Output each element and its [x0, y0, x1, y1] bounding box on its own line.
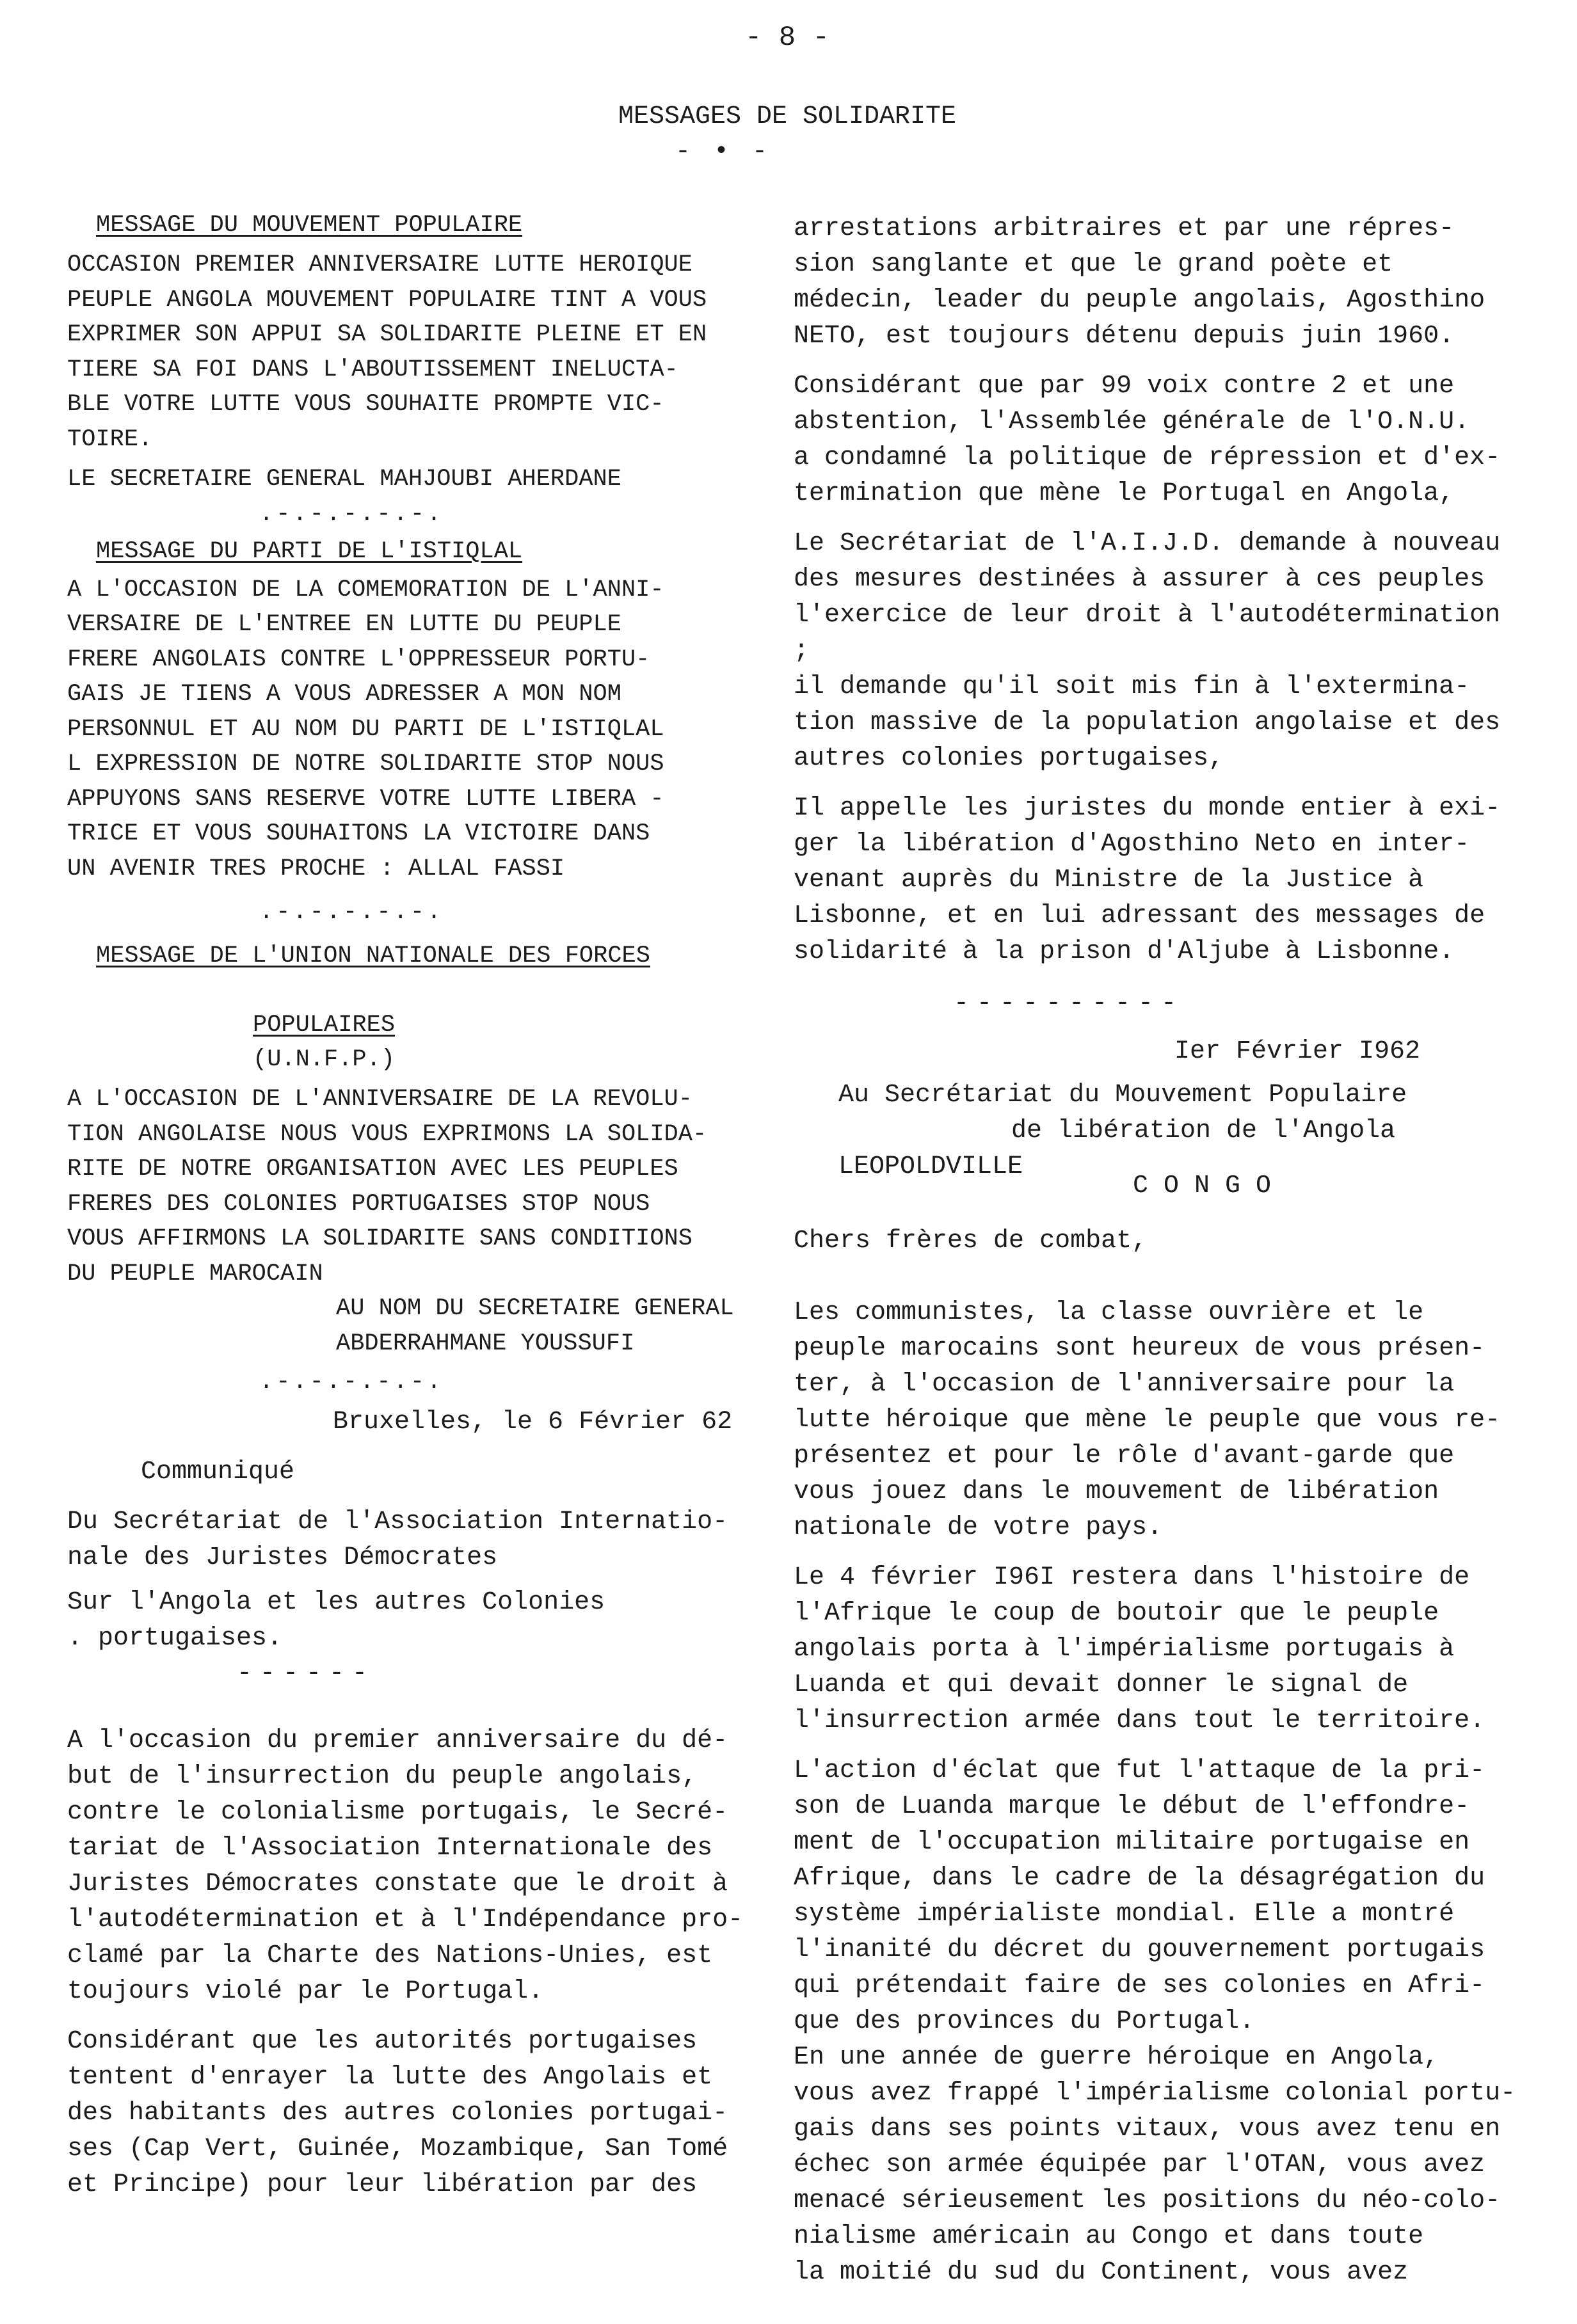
message3-heading-line1: MESSAGE DE L'UNION NATIONALE DES FORCES [96, 943, 650, 969]
letter-address-line1: Au Secrétariat du Mouvement Populaire [838, 1081, 1407, 1110]
page-number: - 8 - [744, 22, 830, 54]
letter-salutation: Chers frères de combat, [794, 1227, 1148, 1255]
letter-paragraph: Les communistes, la classe ouvrière et le peuple marocains sont heureux de vous présen- ter, à l'occasion de l'anniversaire pour la lutte héroique que mène le peuple que vous re- présentez et pour le rôle d'avant-garde que vous jouez dans le mouvement de libération nationale de votre pays. [794, 1298, 1501, 1542]
communique-paragraph: Considérant que les autorités portugaises tentent d'enrayer la lutte des Angolais et des habitants des autres colonies portugai- ses (Cap Vert, Guinée, Mozambique, San Tomé et Principe) pour leur libération par des [67, 2027, 728, 2199]
letter-paragraph: L'action d'éclat que fut l'attaque de la pri- son de Luanda marque le début de l'effondre- ment de l'occupation militaire portugaise en Afrique, dans le cadre de la désagrégation du système impérialiste mondial. Elle a montré l'inanité du décret du gouvernement portugais qui prétendait faire de ses colonies en Afri- que des provinces du Portugal. En une année de guerre héroique en Angola, vous avez frappé l'impérialisme colonial portu- gais dans ses points vitaux, vous avez tenu en échec son armée équipée par l'OTAN, vous avez menacé sérieusement les positions du néo-colo- nialisme américain au Congo et dans toute la moitié du sud du Continent, vous avez [794, 1756, 1516, 2287]
letter-address-city: LEOPOLDVILLE [838, 1152, 1023, 1181]
title-separator: - • - [675, 138, 772, 166]
letter-address-country: C O N G O [1133, 1172, 1272, 1200]
dash-separator: ------ [237, 1659, 376, 1688]
message3-body: A L'OCCASION DE L'ANNIVERSAIRE DE LA REVOLU- TION ANGOLAISE NOUS VOUS EXPRIMONS LA SOLIDA- RITE DE NOTRE ORGANISATION AVEC LES PEUPLES FRERES DES COLONIES PORTUGAISES STOP NOUS VOUS AFFIRMONS LA SOLIDARITE SANS CONDITIONS DU PEUPLE MAROCAIN [67, 1086, 707, 1287]
communique-paragraph: Considérant que par 99 voix contre 2 et une abstention, l'Assemblée générale de l'O.N.U. a condamné la politique de répression et d'ex- termination que mène le Portugal en Angola, [794, 372, 1501, 508]
message1-body: OCCASION PREMIER ANNIVERSAIRE LUTTE HEROIQUE PEUPLE ANGOLA MOUVEMENT POPULAIRE TINT A VOUS EXPRIMER SON APPUI SA SOLIDARITE PLEINE ET EN TIERE SA FOI DANS L'ABOUTISSEMENT INELUCTA- BLE VOTRE LUTTE VOUS SOUHAITE PROMPTE VIC- TOIRE. [67, 251, 707, 453]
dash-separator: ---------- [954, 989, 1185, 1018]
communique-label: Communiqué [141, 1458, 295, 1486]
communique-paragraph: arrestations arbitraires et par une répres- sion sanglante et que le grand poète et médecin, leader du peuple angolais, Agosthino NETO, est toujours détenu depuis juin 1960. [794, 214, 1485, 351]
message2-heading: MESSAGE DU PARTI DE L'ISTIQLAL [96, 537, 523, 565]
separator: .-.-.-.-.-. [259, 500, 444, 528]
separator: .-.-.-.-.-. [259, 1369, 444, 1396]
right-column [794, 211, 1517, 2291]
communique-paragraph: A l'occasion du premier anniversaire du dé- but de l'insurrection du peuple angolais, contre le colonialisme portugais, le Secré- tariat de l'Association Internationale des Juristes Démocrates constate que le droit à l'autodétermination et à l'Indépendance pro- clamé par la Charte des Nations-Unies, est toujours violé par le Portugal. [67, 1726, 744, 2006]
letter-address-line2: de libération de l'Angola [1011, 1117, 1396, 1145]
page-title: MESSAGES DE SOLIDARITE [618, 102, 957, 131]
message3-signature: AU NOM DU SECRETAIRE GENERAL ABDERRAHMANE YOUSSUFI [336, 1295, 734, 1357]
left-column [67, 208, 752, 2203]
communique-subject: Sur l'Angola et les autres Colonies . portugaises. [67, 1588, 605, 1653]
message1-heading: MESSAGE DU MOUVEMENT POPULAIRE [96, 212, 523, 239]
message2-body: A L'OCCASION DE LA COMEMORATION DE L'ANNI- VERSAIRE DE L'ENTREE EN LUTTE DU PEUPLE FRERE ANGOLAIS CONTRE L'OPPRESSEUR PORTU- GAIS JE TIENS A VOUS ADRESSER A MON NOM PERSONNUL ET AU NOM DU PARTI DE L'ISTIQLAL L EXPRESSION DE NOTRE SOLIDARITE STOP NOUS APPUYONS SANS RESERVE VOTRE LUTTE LIBERA - TRICE ET VOUS SOUHAITONS LA VICTOIRE DANS UN AVENIR TRES PROCHE : ALLAL FASSI [67, 576, 664, 882]
message3-heading-line2 [253, 973, 752, 1077]
communique-paragraph: Il appelle les juristes du monde entier à exi- ger la libération d'Agosthino Neto en inter- venant auprès du Ministre de la Justice à Lisbonne, et en lui adressant des messages de solidarité à la prison d'Aljube à Lisbonne. [794, 794, 1501, 966]
message3-heading-abbr: (U.N.F.P.) [253, 1046, 396, 1073]
letter-date: Ier Février I962 [1174, 1037, 1421, 1066]
communique-from: Du Secrétariat de l'Association Internatio- nale des Juristes Démocrates [67, 1508, 728, 1572]
message1-signature: LE SECRETAIRE GENERAL MAHJOUBI AHERDANE [67, 466, 621, 493]
separator: .-.-.-.-.-. [259, 899, 444, 926]
dateline: Bruxelles, le 6 Février 62 [333, 1408, 733, 1437]
message3-heading-popular: POPULAIRES [253, 1012, 396, 1039]
communique-paragraph: Le Secrétariat de l'A.I.J.D. demande à nouveau des mesures destinées à assurer à ces peuples l'exercice de leur droit à l'autodétermination ; il demande qu'il soit mis fin à l'extermina- tion massive de la population angolaise et des autres colonies portugaises, [794, 529, 1501, 773]
letter-paragraph: Le 4 février I96I restera dans l'histoire de l'Afrique le coup de boutoir que le peuple angolais porta à l'impérialisme portugais à Luanda et qui devait donner le signal de l'insurrection armée dans tout le territoire. [794, 1563, 1485, 1735]
